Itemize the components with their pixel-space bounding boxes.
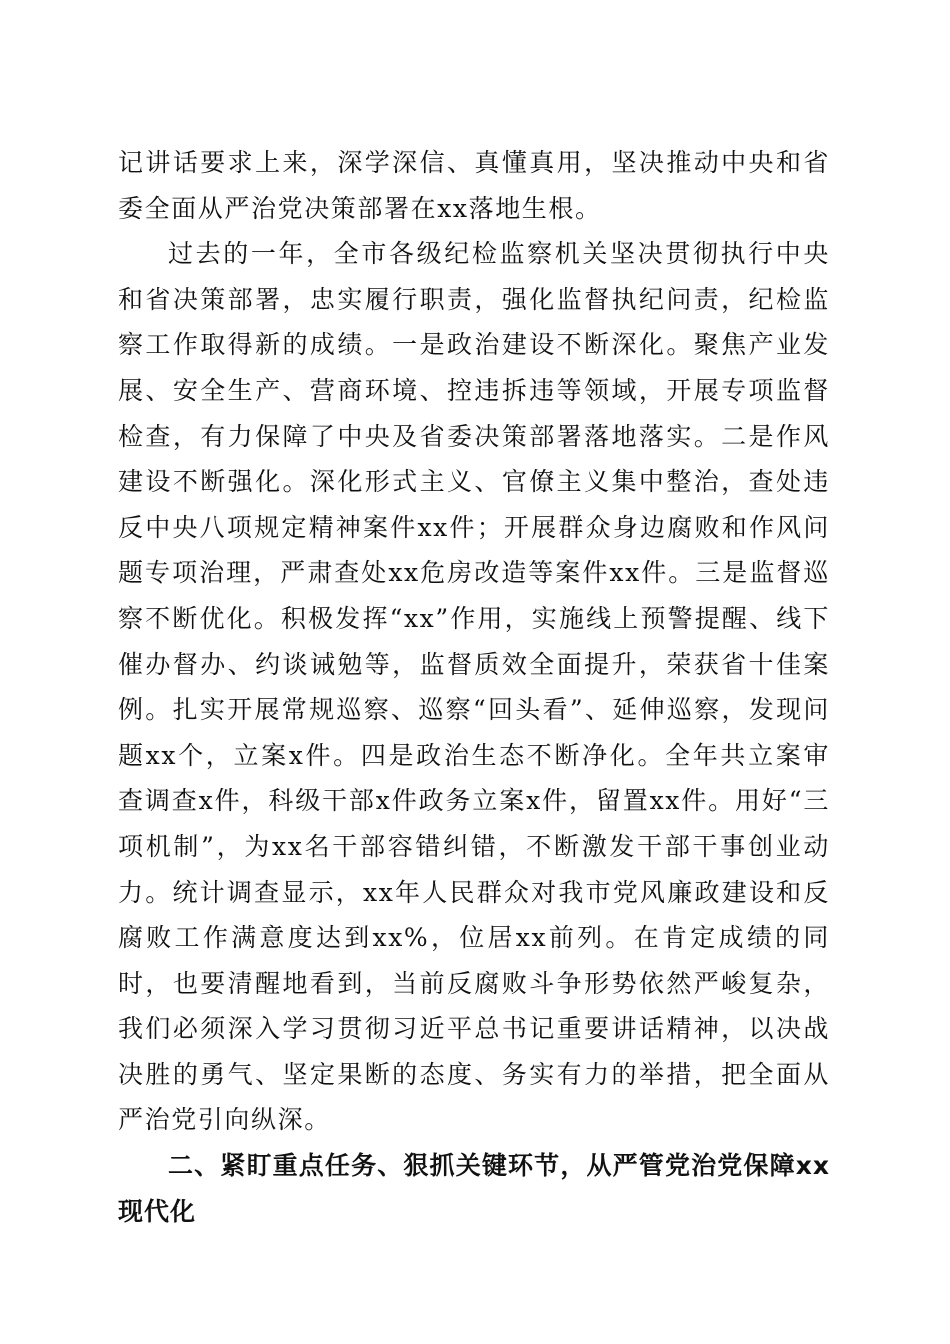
paragraph-annual-review: 过去的一年，全市各级纪检监察机关坚决贯彻执行中央和省决策部署，忠实履行职责，强化监督执纪问责，纪检监察工作取得新的成绩。一是政治建设不断深化。聚焦产业发展、安全生产、营商环境、控违拆违等领域，开展专项监督检查，有力保障了中央及省委决策部署落地落实。二是作风建设不断强化。深化形式主义、官僚主义集中整治，查处违反中央八项规定精神案件xx件；开展群众身边腐败和作风问题专项治理，严肃查处xx危房改造等案件xx件。三是监督巡察不断优化。积极发挥“xx”作用，实施线上预警提醒、线下催办督办、约谈诫勉等，监督质效全面提升，荣获省十佳案例。扎实开展常规巡察、巡察“回头看”、延伸巡察，发现问题xx个，立案x件。四是政治生态不断净化。全年共立案审查调查x件，科级干部x件政务立案x件，留置xx件。用好“三项机制”，为xx名干部容错纠错，不断激发干部干事创业动力。统计调查显示，xx年人民群众对我市党风廉政建设和反腐败工作满意度达到xx%，位居xx前列。在肯定成绩的同时，也要清醒地看到，当前反腐败斗争形势依然严峻复杂，我们必须深入学习贯彻习近平总书记重要讲话精神，以决战决胜的勇气、坚定果断的态度、务实有力的举措，把全面从严治党引向纵深。: [118, 239, 830, 1135]
document-body: [118, 140, 830, 1234]
paragraph-continuation: 记讲话要求上来，深学深信、真懂真用，坚决推动中央和省委全面从严治党决策部署在xx落地生根。: [118, 148, 830, 223]
section-heading: 二、紧盯重点任务、狠抓关键环节，从严管党治党保障xx现代化: [118, 1151, 830, 1226]
